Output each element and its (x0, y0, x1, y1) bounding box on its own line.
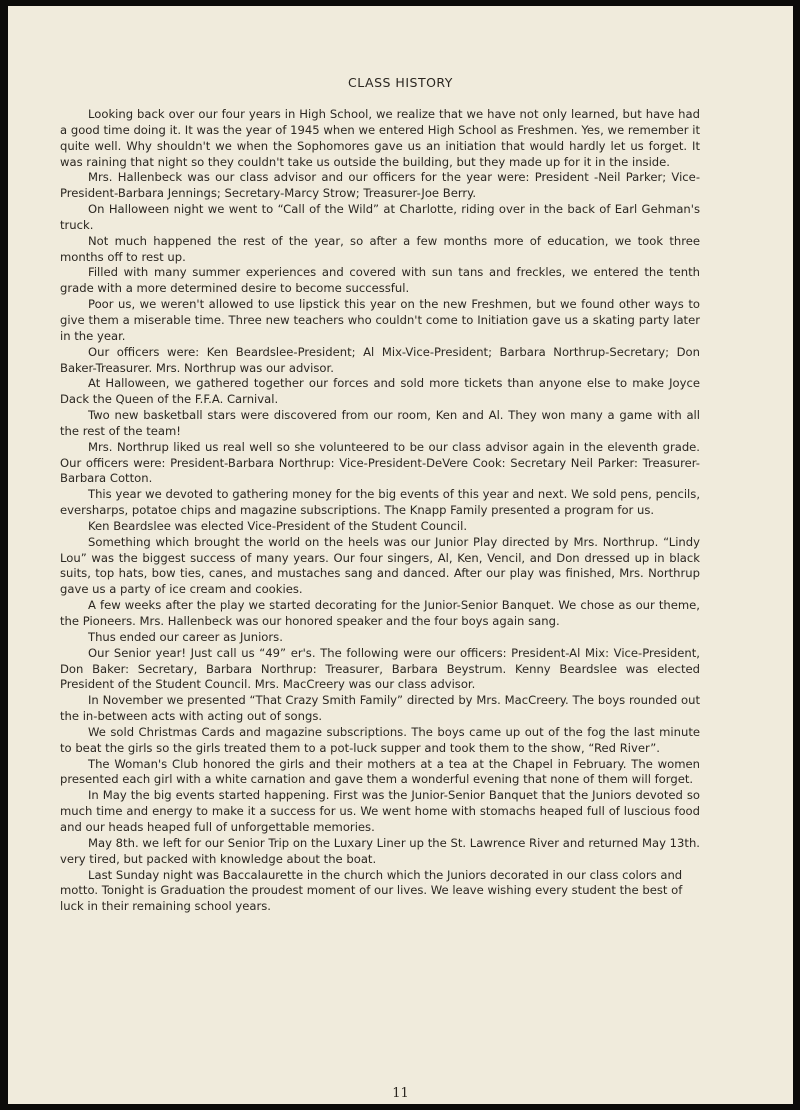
document-page (8, 6, 793, 1104)
paragraph-6: Poor us, we weren't allowed to use lipstick this year on the new Freshmen, but we found other ways to give them a miserable time. Three new teachers who couldn't come to Initiation gave us a skating party later in the year. (60, 297, 700, 343)
paragraph-20: In May the big events started happening. First was the Junior-Senior Banquet that the Juniors devoted so much time and energy to make it a success for us. We went home with stomachs heaped full of luscious food and our heads heaped full of unforgettable memories. (60, 788, 700, 834)
page-number: 11 (392, 1086, 409, 1101)
class-history-text (60, 107, 700, 915)
paragraph-8: At Halloween, we gathered together our forces and sold more tickets than anyone else to make Joyce Dack the Queen of the F.F.A. Carnival. (60, 376, 700, 407)
paragraph-10: Mrs. Northrup liked us real well so she volunteered to be our class advisor again in the eleventh grade. Our officers were: President-Barbara Northrup: Vice-President-DeVere Cook: Secretary Neil Parker: Treasurer-Barbara Cotton. (60, 439, 700, 486)
paragraph-21: May 8th. we left for our Senior Trip on the Luxary Liner up the St. Lawrence River and returned May 13th. very tired, but packed with knowledge about the boat. (60, 835, 700, 866)
paragraph-22: Last Sunday night was Baccalaurette in the church which the Juniors decorated in our class colors and motto. Tonight is Graduation the proudest moment of our lives. We leave wishing every student the best of luck in their remaining school years. (60, 867, 683, 914)
paragraph-11: This year we devoted to gathering money for the big events of this year and next. We sold pens, pencils, eversharps, potatoe chips and magazine subscriptions. The Knapp Family presented a program for us. (60, 487, 700, 518)
paragraph-13: Something which brought the world on the heels was our Junior Play directed by Mrs. Northrup. “Lindy Lou” was the biggest success of many years. Our four singers, Al, Ken, Vencil, and Don dressed up in black suits, top hats, bow ties, canes, and mustaches sang and danced. After our play was finished, Mrs. Northrup gave us a party of ice cream and cookies. (60, 534, 700, 597)
paragraph-19: The Woman's Club honored the girls and their mothers at a tea at the Chapel in February. The women presented each girl with a white carnation and gave them a wonderful evening that none of them will forget. (60, 756, 700, 787)
paragraph-12: Ken Beardslee was elected Vice-President of the Student Council. (88, 518, 468, 533)
paragraph-3: On Halloween night we went to “Call of the Wild” at Charlotte, riding over in the back of Earl Gehman's truck. (60, 202, 700, 232)
paragraph-2: Mrs. Hallenbeck was our class advisor and our officers for the year were: President -Neil Parker; Vice-President-Barbara Jennings; Secretary-Marcy Strow; Treasurer-Joe Berry. (60, 170, 700, 201)
paragraph-14: A few weeks after the play we started decorating for the Junior-Senior Banquet. We chose as our theme, the Pioneers. Mrs. Hallenbeck was our honored speaker and the four boys again sang. (60, 598, 700, 628)
paragraph-1: Looking back over our four years in High School, we realize that we have not only learned, but have had a good time doing it. It was the year of 1945 when we entered High School as Freshmen. Yes, we remember it quite well. Why shouldn't we when the Sophomores gave us an initiation that would hardly let us forget. It was raining that night so they couldn't take us outside the building, but they made up for it in the inside. (60, 107, 700, 169)
page-title: CLASS HISTORY (348, 75, 453, 90)
paragraph-17: In November we presented “That Crazy Smith Family” directed by Mrs. MacCreery. The boys rounded out the in-between acts with acting out of songs. (60, 693, 700, 724)
paragraph-16: Our Senior year! Just call us “49” er's. The following were our officers: President-Al Mix: Vice-President, Don Baker: Secretary, Barbara Northrup: Treasurer, Barbara Beystrum. Kenny Beardslee was elected President of the Student Council. Mrs. MacCreery was our class advisor. (60, 645, 700, 692)
paragraph-18: We sold Christmas Cards and magazine subscriptions. The boys came up out of the fog the last minute to beat the girls so the girls treated them to a pot-luck supper and took them to the show, “Red River”. (60, 724, 700, 755)
paragraph-4: Not much happened the rest of the year, so after a few months more of education, we took three months off to rest up. (60, 233, 700, 264)
paragraph-15: Thus ended our career as Juniors. (88, 629, 283, 644)
paragraph-9: Two new basketball stars were discovered from our room, Ken and Al. They won many a game with all the rest of the team! (60, 408, 700, 438)
paragraph-5: Filled with many summer experiences and covered with sun tans and freckles, we entered the tenth grade with a more determined desire to become successful. (60, 265, 700, 296)
paragraph-7: Our officers were: Ken Beardslee-President; Al Mix-Vice-President; Barbara Northrup-Secretary; Don Baker-Treasurer. Mrs. Northrup was our advisor. (60, 344, 700, 375)
